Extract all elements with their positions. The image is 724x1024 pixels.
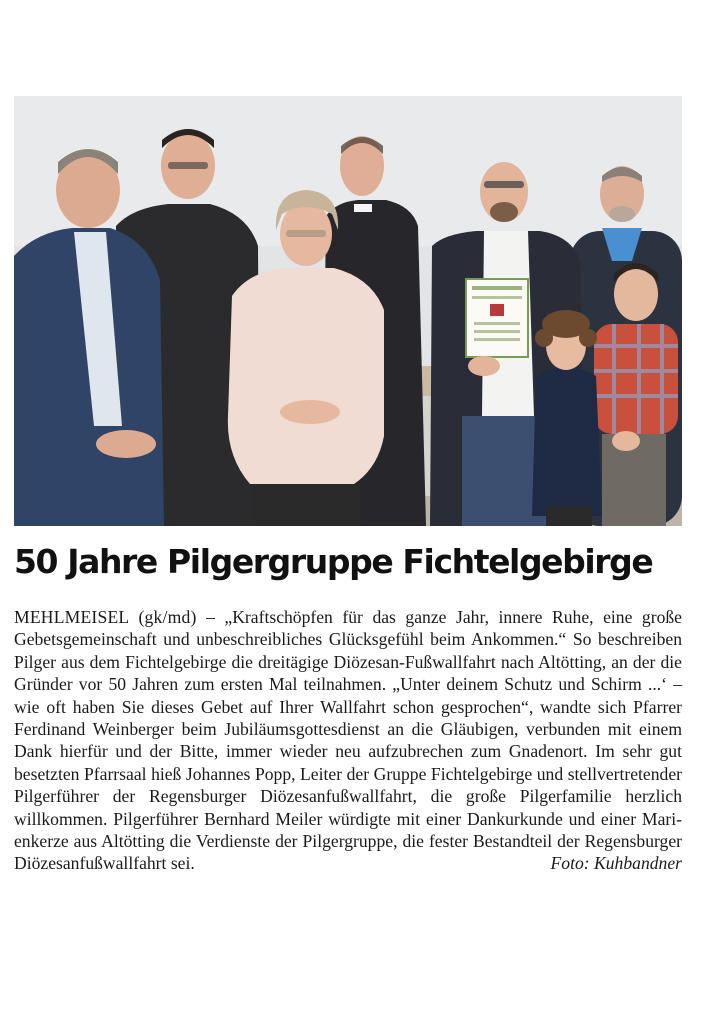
- headline: 50 Jahre Pilgergruppe Fichtelgebirge: [14, 542, 653, 581]
- article-body: [14, 606, 682, 875]
- dateline: MEHLMEISEL (gk/md): [14, 607, 197, 627]
- person-girl: [532, 310, 602, 526]
- photo-credit: Foto: Kuhbandner: [550, 853, 682, 874]
- group-photo: [14, 96, 682, 526]
- article-text: – „Kraftschöpfen für das ganze Jahr, innere Ruhe, eine große Gebetsgemeinschaft und unbeschreibliches Glücksgefühl beim Ankommen.“ So beschreiben Pilger aus dem Fichtelgebirge die dreitägige Diözesan-Fußwallfahrt nach Altötting, an der die Gründer vor 50 Jahren zum ersten Mal teilnahmen. „Unter deinem Schutz und Schirm ...‘ – wie oft haben Sie dieses Gebet auf Ihrer Wallfahrt schon gesprochen“, wandte sich Pfarrer Ferdinand Weinberger beim Jubiläumsgottesdienst an die Gläubigen, verbunden mit einem Dank hierfür und der Bitte, immer wieder neu aufzubrechen zum Gnadenort. Im sehr gut besetzten Pfarrsaal hieß Johannes Popp, Leiter der Gruppe Fichtelgebirge und stellvertretender Pilgerführer der Regensburger Diözesanfußwallfahrt, die große Pilgerfamilie herzlich willkommen. Pilgerführer Bernhard Meiler würdigte mit einer Dankurkunde und einer Marienkerze aus Altötting die Verdienste der Pilgergruppe, die fester Bestandteil der Regensburger Diözesanfußwallfahrt sei.: [14, 607, 682, 874]
- newspaper-clipping: [14, 96, 682, 946]
